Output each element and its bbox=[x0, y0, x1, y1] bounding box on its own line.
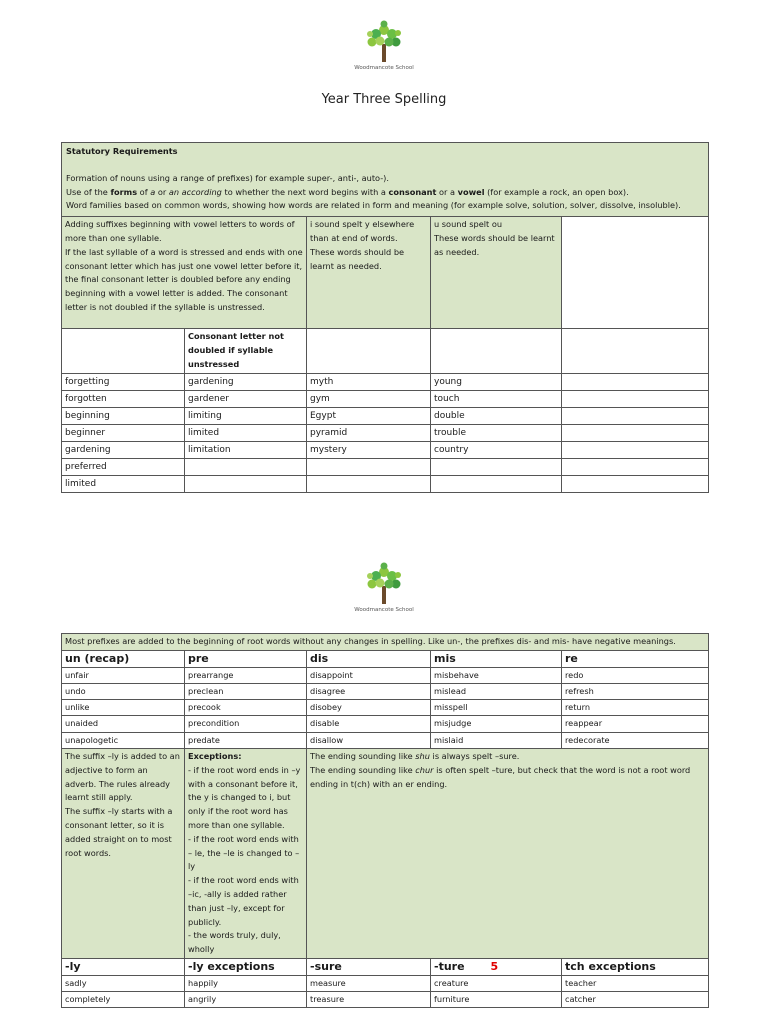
intro-row bbox=[62, 634, 709, 651]
table-cell: disappoint bbox=[307, 667, 431, 683]
table-cell: trouble bbox=[431, 424, 562, 441]
table-cell: gardening bbox=[185, 373, 307, 390]
table-cell: return bbox=[562, 700, 709, 716]
table-cell: refresh bbox=[562, 683, 709, 699]
table-cell: country bbox=[431, 441, 562, 458]
statutory-line-1: Formation of nouns using a range of prefixes) for example super-, anti-, auto-). bbox=[66, 172, 389, 183]
table-cell: precook bbox=[185, 700, 307, 716]
table-cell: preclean bbox=[185, 683, 307, 699]
suffix-rule-cell: Adding suffixes beginning with vowel letters to words of more than one syllable. If the last syllable of a word is stressed and ends with one consonant letter which has just one vowel letter before it, the final consonant letter is doubled before any ending beginning with a vowel letter is added. The consonant letter is not doubled if the syllable is unstressed. bbox=[62, 217, 307, 329]
empty-subheader-cell bbox=[562, 329, 709, 373]
statutory-heading: Statutory Requirements bbox=[66, 146, 178, 156]
table-cell: misjudge bbox=[431, 716, 562, 732]
prefix-header-row bbox=[62, 650, 709, 667]
tree-icon bbox=[362, 20, 406, 64]
school-name: Woodmancote School bbox=[354, 65, 414, 71]
tree-icon bbox=[362, 562, 406, 606]
consonant-not-doubled-header: Consonant letter not doubled if syllable unstressed bbox=[185, 329, 307, 373]
page-title: Year Three Spelling bbox=[321, 92, 447, 107]
ly-exceptions-header: -ly exceptions bbox=[185, 959, 307, 976]
table-cell bbox=[185, 458, 307, 475]
table-cell: precondition bbox=[185, 716, 307, 732]
suffix-header-row bbox=[62, 959, 709, 976]
table-cell: mislead bbox=[431, 683, 562, 699]
prefix-header-4: re bbox=[562, 650, 709, 667]
table-cell: pyramid bbox=[307, 424, 431, 441]
empty-subheader-cell bbox=[62, 329, 185, 373]
table-cell: limitation bbox=[185, 441, 307, 458]
statutory-line-3: Word families based on common words, showing how words are related in form and meaning (for example solve, solution, solver, dissolve, insoluble). bbox=[66, 200, 681, 211]
table-cell: undo bbox=[62, 683, 185, 699]
table-cell: touch bbox=[431, 390, 562, 407]
suffix-row bbox=[62, 975, 709, 991]
table-cell: myth bbox=[307, 373, 431, 390]
table-cell: completely bbox=[62, 992, 185, 1008]
table-cell: measure bbox=[307, 975, 431, 991]
ture-header: -ture 5 bbox=[431, 959, 562, 976]
table-cell bbox=[562, 424, 709, 441]
table-cell bbox=[562, 458, 709, 475]
table-cell: disobey bbox=[307, 700, 431, 716]
table-cell: happily bbox=[185, 975, 307, 991]
exceptions-body: - if the root word ends in –y with a consonant before it, the y is changed to i, but only if the root word has more than one syllable. - if the root word ends with – le, the –le is changed to –ly - if the root word ends with –ic, -ally is added rather than just –ly, except for publicly. - the words truly, duly, wholly bbox=[188, 764, 301, 955]
statutory-row bbox=[62, 143, 709, 217]
table-cell: disable bbox=[307, 716, 431, 732]
suffix-row bbox=[62, 992, 709, 1008]
school-logo-page-2 bbox=[324, 562, 444, 613]
table-cell: forgetting bbox=[62, 373, 185, 390]
word-row bbox=[62, 390, 709, 407]
table-cell: prearrange bbox=[185, 667, 307, 683]
table-cell: predate bbox=[185, 732, 307, 748]
table-cell: reappear bbox=[562, 716, 709, 732]
table-cell: mystery bbox=[307, 441, 431, 458]
table-cell: limiting bbox=[185, 407, 307, 424]
table-cell bbox=[562, 390, 709, 407]
table-cell: gym bbox=[307, 390, 431, 407]
statutory-line-2: Use of the forms of a or an according to whether the next word begins with a consonant or a vowel (for example a rock, an open box). bbox=[66, 186, 629, 197]
table-cell: Egypt bbox=[307, 407, 431, 424]
exceptions-heading: Exceptions: bbox=[188, 751, 242, 762]
empty-subheader-cell bbox=[307, 329, 431, 373]
table-cell: limited bbox=[62, 475, 185, 492]
ture-rule: The ending sounding like chur is often spelt –ture, but check that the word is not a root word ending in t(ch) with an er ending. bbox=[310, 764, 691, 789]
table-cell: mislaid bbox=[431, 732, 562, 748]
tch-exceptions-header: tch exceptions bbox=[562, 959, 709, 976]
table-cell bbox=[562, 441, 709, 458]
sure-header: -sure bbox=[307, 959, 431, 976]
prefix-row bbox=[62, 700, 709, 716]
table-cell: redecorate bbox=[562, 732, 709, 748]
table-cell: teacher bbox=[562, 975, 709, 991]
ly-rule-cell: The suffix –ly is added to an adjective to form an adverb. The rules already learnt still apply. The suffix –ly starts with a consonant letter, so it is added straight on to most root words. bbox=[62, 749, 185, 959]
subheader-row bbox=[62, 329, 709, 373]
table-cell bbox=[307, 475, 431, 492]
u-sound-rule-cell: u sound spelt ou These words should be learnt as needed. bbox=[431, 217, 562, 329]
table-cell: beginner bbox=[62, 424, 185, 441]
rules-row-page-2 bbox=[62, 749, 709, 959]
word-row bbox=[62, 407, 709, 424]
table-cell: unlike bbox=[62, 700, 185, 716]
empty-subheader-cell bbox=[431, 329, 562, 373]
table-cell: misbehave bbox=[431, 667, 562, 683]
prefix-suffix-table bbox=[61, 633, 709, 1008]
table-cell: unfair bbox=[62, 667, 185, 683]
table-cell: creature bbox=[431, 975, 562, 991]
table-cell: treasure bbox=[307, 992, 431, 1008]
ture-number-badge: 5 bbox=[490, 960, 499, 974]
school-name: Woodmancote School bbox=[354, 607, 414, 613]
table-cell: limited bbox=[185, 424, 307, 441]
word-row bbox=[62, 373, 709, 390]
prefix-row bbox=[62, 732, 709, 748]
table-cell: young bbox=[431, 373, 562, 390]
prefix-header-3: mis bbox=[431, 650, 562, 667]
prefix-header-1: pre bbox=[185, 650, 307, 667]
word-row bbox=[62, 458, 709, 475]
table-cell: angrily bbox=[185, 992, 307, 1008]
table-cell: sadly bbox=[62, 975, 185, 991]
table-cell: unaided bbox=[62, 716, 185, 732]
prefix-header-2: dis bbox=[307, 650, 431, 667]
table-cell: disallow bbox=[307, 732, 431, 748]
table-cell bbox=[562, 407, 709, 424]
table-cell: redo bbox=[562, 667, 709, 683]
table-cell: beginning bbox=[62, 407, 185, 424]
table-cell bbox=[431, 458, 562, 475]
table-cell bbox=[562, 475, 709, 492]
table-cell: gardening bbox=[62, 441, 185, 458]
word-row bbox=[62, 424, 709, 441]
table-cell: disagree bbox=[307, 683, 431, 699]
rules-row bbox=[62, 217, 709, 329]
statutory-requirements-cell bbox=[62, 143, 709, 217]
table-cell: gardener bbox=[185, 390, 307, 407]
prefix-intro-cell: Most prefixes are added to the beginning of root words without any changes in spelling. Like un-, the prefixes dis- and mis- have negative meanings. bbox=[62, 634, 709, 651]
table-cell: catcher bbox=[562, 992, 709, 1008]
prefix-header-0: un (recap) bbox=[62, 650, 185, 667]
sure-ture-rule-cell bbox=[307, 749, 709, 959]
table-cell bbox=[431, 475, 562, 492]
word-row bbox=[62, 441, 709, 458]
prefix-row bbox=[62, 667, 709, 683]
table-cell: preferred bbox=[62, 458, 185, 475]
table-cell: misspell bbox=[431, 700, 562, 716]
table-cell: double bbox=[431, 407, 562, 424]
prefix-row bbox=[62, 716, 709, 732]
sure-rule: The ending sounding like shu is always spelt –sure. bbox=[310, 751, 520, 762]
ly-header: -ly bbox=[62, 959, 185, 976]
empty-rule-cell bbox=[562, 217, 709, 329]
school-logo bbox=[324, 20, 444, 71]
prefix-row bbox=[62, 683, 709, 699]
table-cell: forgotten bbox=[62, 390, 185, 407]
spelling-table-year3 bbox=[61, 142, 709, 493]
i-sound-rule-cell: i sound spelt y elsewhere than at end of words. These words should be learnt as needed. bbox=[307, 217, 431, 329]
table-cell: furniture bbox=[431, 992, 562, 1008]
table-cell bbox=[185, 475, 307, 492]
table-cell bbox=[307, 458, 431, 475]
table-cell bbox=[562, 373, 709, 390]
word-row bbox=[62, 475, 709, 492]
table-cell: unapologetic bbox=[62, 732, 185, 748]
ly-exceptions-rule-cell bbox=[185, 749, 307, 959]
